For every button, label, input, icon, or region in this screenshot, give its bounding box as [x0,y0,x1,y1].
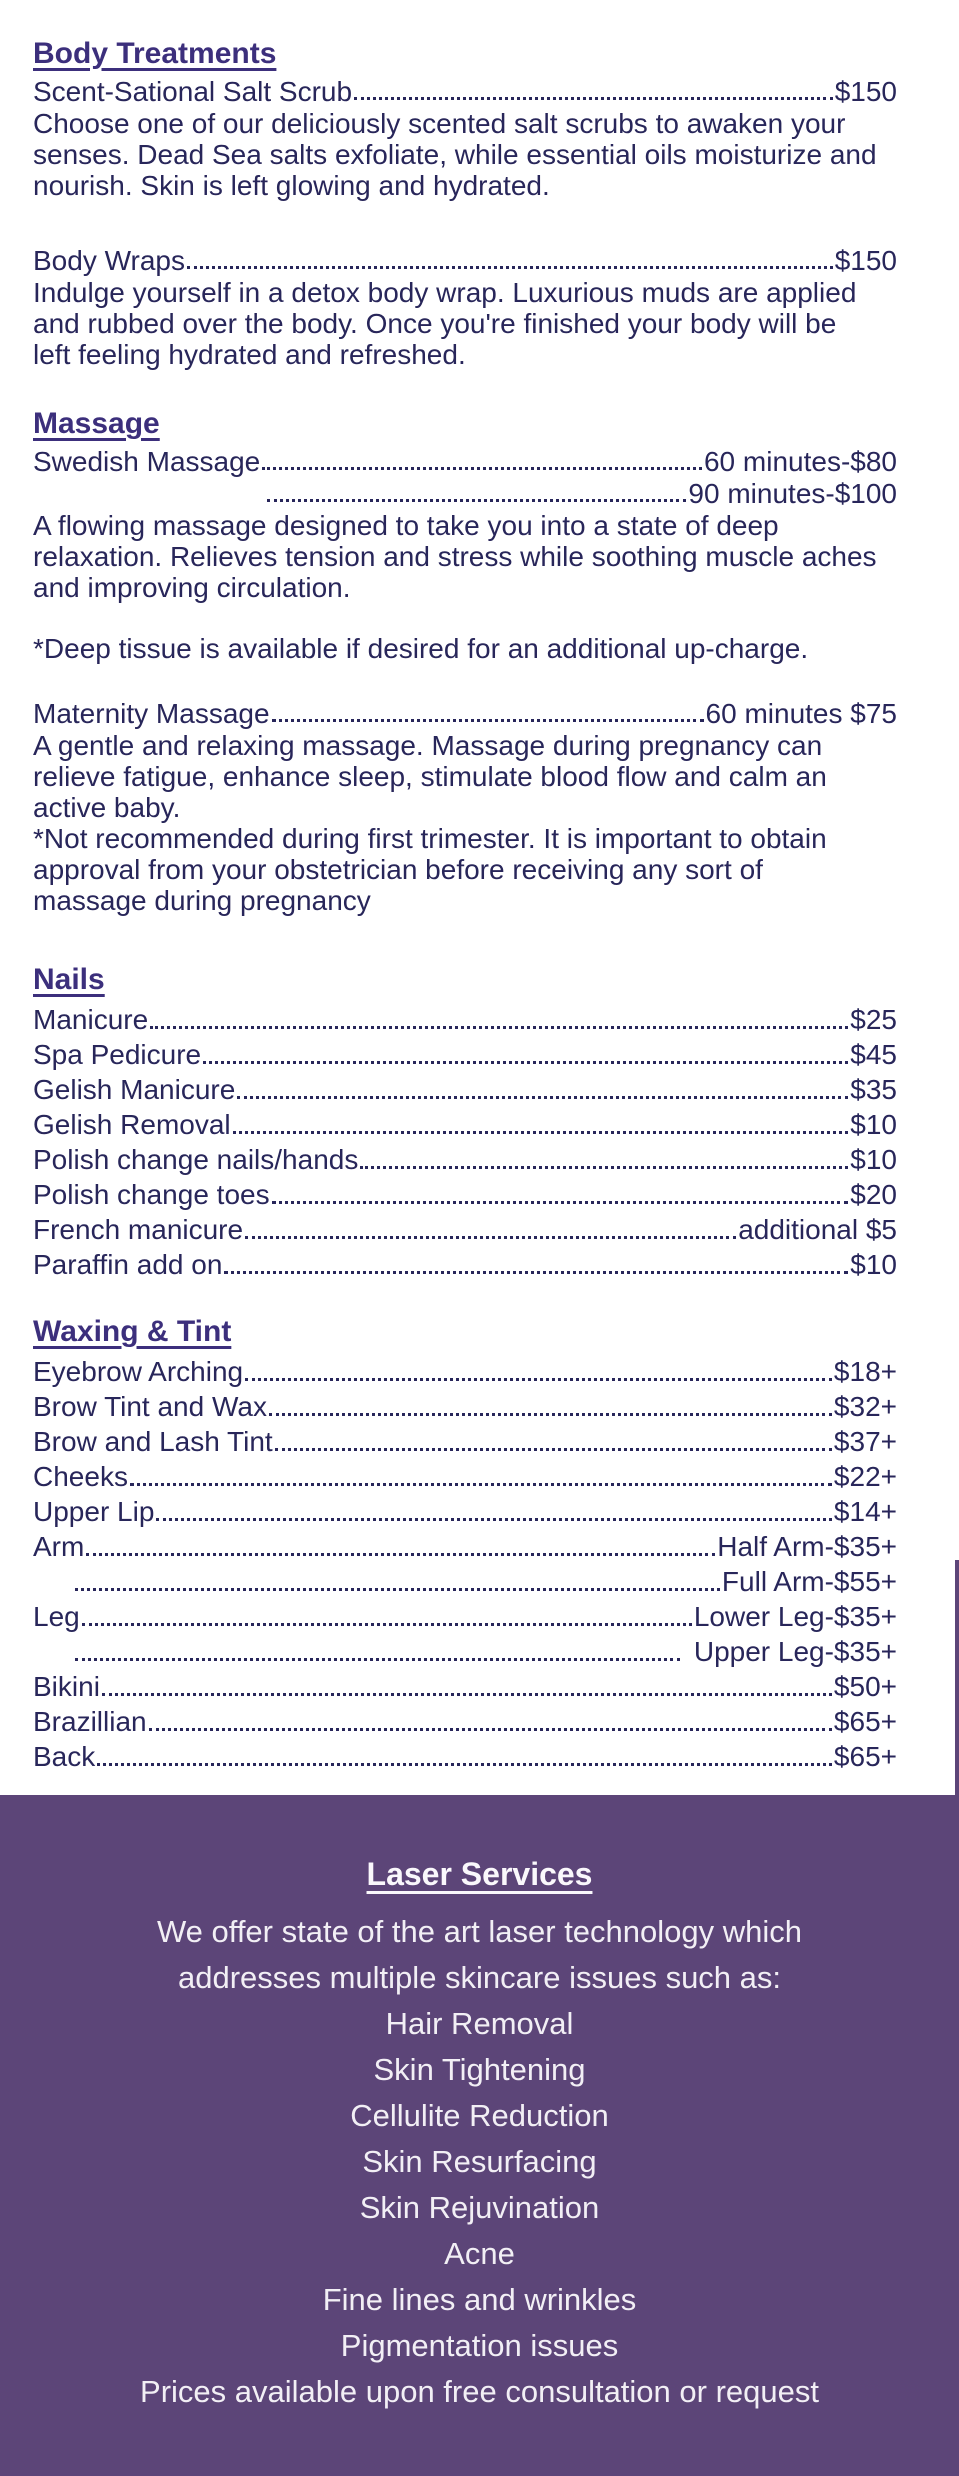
price-row [33,1072,897,1107]
laser-treatment: Skin Rejuvination [359,2190,600,2225]
service-price: Full Arm-$55+ [721,1566,897,1597]
description-line: Indulge yourself in a detox body wrap. Luxurious muds are applied [33,277,857,308]
price-row-swedish-massage [33,446,897,478]
service-price: Half Arm-$35+ [717,1531,897,1562]
price-row-leg [33,1599,897,1634]
maternity-note-line: approval from your obstetrician before receiving any sort of [33,854,763,885]
service-price: $150 [834,76,897,107]
service-price: $37+ [833,1426,897,1457]
dotted-leader [75,1588,720,1591]
laser-treatment: Fine lines and wrinkles [322,2282,637,2317]
service-price: $18+ [833,1356,897,1387]
dotted-leader [86,1553,715,1556]
dotted-leader [272,719,704,722]
dotted-leader [360,1166,848,1169]
service-name: Cheeks [33,1461,128,1492]
price-row [33,1212,897,1247]
price-row [33,1389,897,1424]
dotted-leader [203,1061,848,1064]
spacer [33,370,897,404]
description-line: Choose one of our deliciously scented salt scrubs to awaken your [33,108,846,139]
price-row [33,1494,897,1529]
dotted-leader [245,1236,736,1239]
dotted-leader [245,1378,832,1381]
dotted-leader [233,1131,849,1134]
dotted-leader [130,1483,832,1486]
service-name: Upper Lip [33,1496,155,1527]
description-line: A gentle and relaxing massage. Massage during pregnancy can [33,730,823,761]
laser-treatment: Pigmentation issues [340,2328,619,2363]
dotted-leader [149,1728,832,1731]
service-name: Eyebrow Arching [33,1356,244,1387]
service-name: Manicure [33,1004,149,1035]
service-name: Body Wraps [33,245,185,276]
price-row-arm [33,1529,897,1564]
service-name: Scent-Sational Salt Scrub [33,76,353,107]
service-price: $32+ [833,1391,897,1422]
dotted-leader [150,1026,848,1029]
service-price: additional $5 [738,1214,897,1245]
section-heading-waxing-tint: Waxing & Tint [33,1315,232,1348]
section-waxing-tint [33,1312,897,1774]
service-name: Gelish Manicure [33,1074,236,1105]
right-edge-strip [955,1560,959,1795]
service-price: $45 [850,1039,897,1070]
dotted-leader [187,266,833,269]
description-line: relaxation. Relieves tension and stress while soothing muscle aches [33,541,877,572]
price-row [33,1739,897,1774]
laser-intro-line: We offer state of the art laser technology which [156,1914,803,1949]
service-name: Spa Pedicure [33,1039,202,1070]
description-line: A flowing massage designed to take you into a state of deep [33,510,779,541]
price-row [33,1002,897,1037]
service-name: Paraffin add on [33,1249,223,1280]
section-nails [33,960,897,1282]
service-price: Upper Leg-$35+ [693,1636,897,1667]
dotted-leader [267,499,686,502]
service-price: Lower Leg-$35+ [693,1601,897,1632]
spacer [33,201,897,245]
laser-treatment: Cellulite Reduction [350,2098,609,2133]
price-row-maternity-massage [33,698,897,730]
service-price: 60 minutes $75 [705,698,897,729]
description-line: senses. Dead Sea salts exfoliate, while essential oils moisturize and [33,139,877,170]
price-row-arm-continued [33,1564,897,1599]
service-price: $22+ [833,1461,897,1492]
price-row-leg-continued [33,1634,897,1669]
service-price: 90 minutes-$100 [688,478,897,509]
spacer [33,603,897,633]
dotted-leader [82,1623,692,1626]
dotted-leader [272,1201,849,1204]
section-body-treatments [33,34,897,370]
service-price: $20 [850,1179,897,1210]
section-heading-massage: Massage [33,407,160,440]
service-name: Back [33,1741,96,1772]
service-name: Leg [33,1601,80,1632]
dotted-leader [97,1763,832,1766]
dotted-leader [156,1518,832,1521]
service-price: $150 [834,245,897,276]
service-price: $35 [850,1074,897,1105]
price-row [33,1704,897,1739]
laser-treatment: Hair Removal [385,2006,574,2041]
dotted-leader [224,1271,848,1274]
service-name: Swedish Massage [33,446,261,477]
price-row [33,1177,897,1212]
description-line: nourish. Skin is left glowing and hydrated. [33,170,550,201]
dotted-leader [354,97,833,100]
description-line: left feeling hydrated and refreshed. [33,339,466,370]
dotted-leader [75,1658,680,1661]
service-name: Brazillian [33,1706,147,1737]
price-row [33,1459,897,1494]
dotted-leader [102,1693,832,1696]
service-price: $10 [850,1109,897,1140]
laser-treatment: Skin Tightening [373,2052,586,2087]
deep-tissue-note: *Deep tissue is available if desired for an additional up-charge. [33,633,809,664]
price-row [33,1037,897,1072]
service-price: $10 [850,1144,897,1175]
dotted-leader [275,1448,832,1451]
laser-treatment: Acne [444,2236,515,2271]
service-name: Brow Tint and Wax [33,1391,267,1422]
spacer [33,1282,897,1312]
spacer [33,916,897,960]
section-heading-nails: Nails [33,963,105,996]
description-line: and rubbed over the body. Once you're finished your body will be [33,308,837,339]
price-row [33,1107,897,1142]
section-laser-services [0,1795,959,2476]
service-name: French manicure [33,1214,244,1245]
price-row [33,1354,897,1389]
description-line: and improving circulation. [33,572,351,603]
service-price: $50+ [833,1671,897,1702]
description-line: relieve fatigue, enhance sleep, stimulate blood flow and calm an [33,761,827,792]
dotted-leader [269,1413,832,1416]
maternity-note-line: massage during pregnancy [33,885,371,916]
price-row [33,1669,897,1704]
section-heading-body-treatments: Body Treatments [33,37,277,70]
description-line: active baby. [33,792,181,823]
service-name: Polish change toes [33,1179,270,1210]
service-price: $14+ [833,1496,897,1527]
service-name: Brow and Lash Tint [33,1426,273,1457]
service-name: Arm [33,1531,85,1562]
service-name: Polish change nails/hands [33,1144,359,1175]
dotted-leader [237,1096,848,1099]
spacer [33,664,897,698]
maternity-note-line: *Not recommended during first trimester. It is important to obtain [33,823,827,854]
dotted-leader [262,467,702,470]
service-price: $65+ [833,1706,897,1737]
service-price: 60 minutes-$80 [703,446,897,477]
price-row-body-wraps [33,245,897,277]
service-name: Maternity Massage [33,698,270,729]
section-massage [33,404,897,916]
price-row [33,1142,897,1177]
price-row-swedish-massage-90 [33,478,897,510]
section-heading-laser-services: Laser Services [366,1856,593,1892]
laser-treatment: Skin Resurfacing [362,2144,597,2179]
service-price: $10 [850,1249,897,1280]
flyer-content [33,34,897,1774]
service-name: Gelish Removal [33,1109,231,1140]
price-row-salt-scrub [33,76,897,108]
price-row [33,1424,897,1459]
price-row [33,1247,897,1282]
service-name: Bikini [33,1671,100,1702]
service-price: $25 [850,1004,897,1035]
laser-footer: Prices available upon free consultation or request [140,2374,819,2409]
service-price: $65+ [833,1741,897,1772]
laser-intro-line: addresses multiple skincare issues such as: [177,1960,782,1995]
